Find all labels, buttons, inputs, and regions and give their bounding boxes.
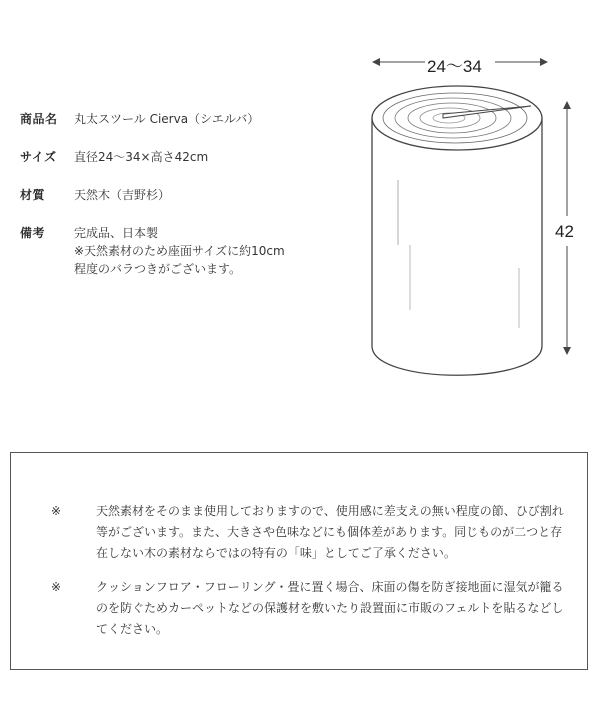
spec-row-size: [20, 148, 350, 166]
log-top: [372, 86, 542, 150]
notes-box: [10, 452, 588, 670]
spec-value: 直径24〜34×高さ42cm: [74, 150, 209, 164]
spec-label: 材質: [20, 188, 46, 202]
spec-row-material: [20, 186, 350, 204]
spec-value: 完成品、日本製: [74, 226, 159, 240]
spec-row-name: [20, 110, 350, 128]
spec-value: 天然木（吉野杉）: [74, 188, 171, 202]
spec-value: 丸太スツール Cierva（シエルバ）: [74, 112, 260, 126]
spec-label: 商品名: [20, 112, 58, 126]
spec-label: サイズ: [20, 150, 57, 164]
note-text: クッションフロア・フローリング・畳に置く場合、床面の傷を防ぎ接地面に湿気が籠るのを防ぐためカーペットなどの保護材を敷いたり設置面に市販のフェルトを貼るなどしてください。: [96, 580, 564, 636]
note-item: [51, 577, 571, 640]
spec-list: [20, 110, 350, 298]
spec-label: 備考: [20, 226, 46, 240]
spec-value: ※天然素材のため座面サイズに約10cm: [74, 244, 285, 258]
note-mark: ※: [51, 580, 62, 594]
note-text: 天然素材をそのまま使用しておりますので、使用感に差支えの無い程度の節、ひび割れ等がございます。また、大きさや色味などにも個体差があります。同じものが二つと存在しない木の素材ならではの特有の「味」としてご了承ください。: [96, 504, 564, 560]
spec-row-remarks: [20, 224, 350, 278]
note-mark: ※: [51, 504, 62, 518]
note-item: [51, 501, 571, 564]
spec-value: 程度のバラつきがございます。: [74, 262, 242, 276]
stool-diagram: [355, 40, 595, 410]
log-body: [372, 118, 542, 375]
height-dimension-label: 42: [555, 222, 574, 241]
width-dimension-label: 24〜34: [427, 57, 482, 76]
